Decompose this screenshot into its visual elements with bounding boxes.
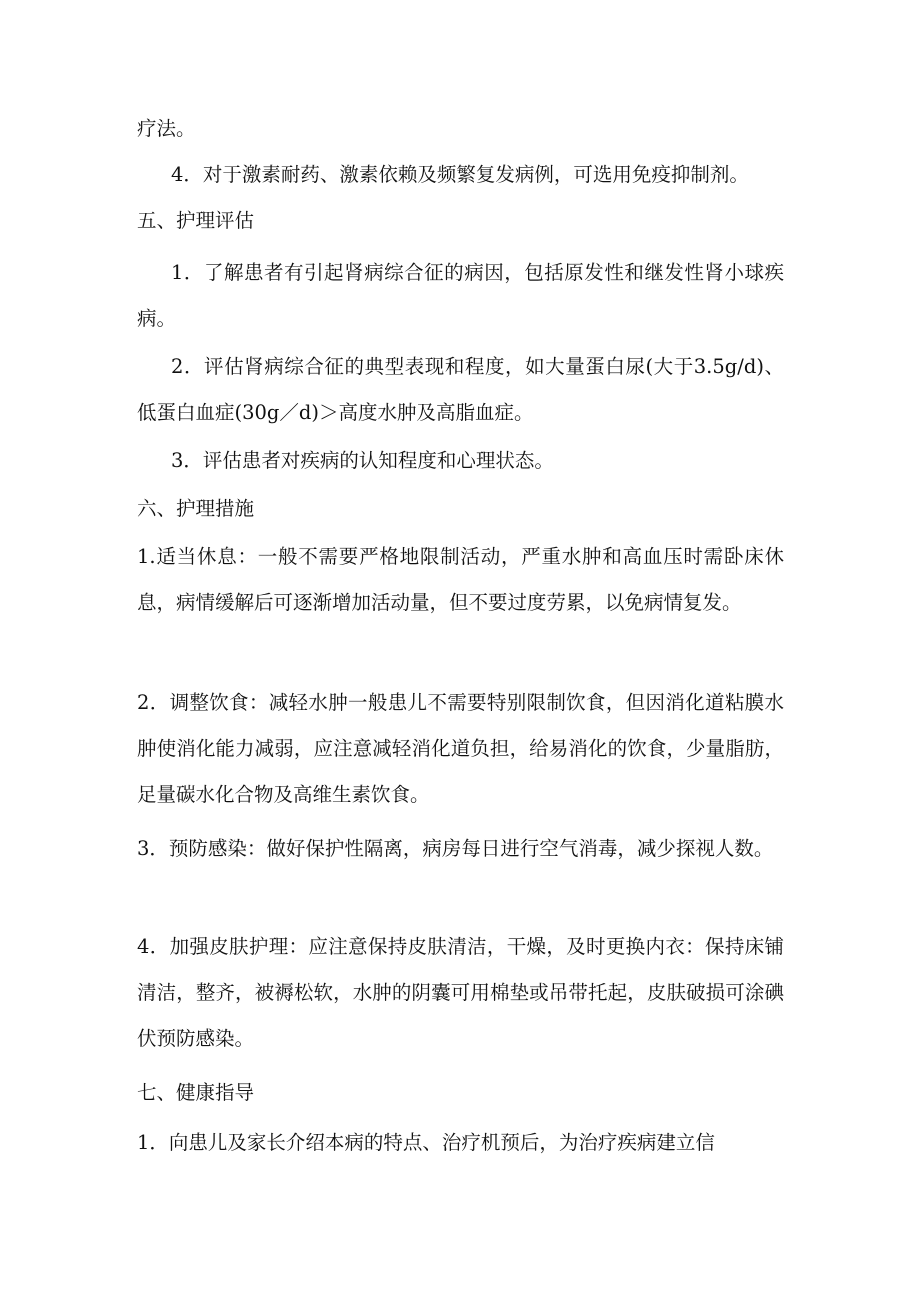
section-heading-nursing-measures: 六、护理措施: [137, 497, 255, 520]
paragraph-assessment-3: 3．评估患者对疾病的认知程度和心理状态。: [171, 449, 554, 472]
paragraph-immunosuppressant: 4．对于激素耐药、激素依赖及频繁复发病例，可选用免疫抑制剂。: [171, 163, 749, 186]
paragraph-measure-skin: 4．加强皮肤护理：应注意保持皮肤清洁，干燥，及时更换内衣：保持床铺清洁，整齐，被褥松软，水肿的阴囊可用棉垫或吊带托起，皮肤破损可涂碘伏预防感染。: [137, 935, 784, 1050]
paragraph-measure-infection: 3．预防感染：做好保护性隔离，病房每日进行空气消毒，减少探视人数。: [137, 837, 774, 860]
paragraph-measure-rest: 1.适当休息：一般不需要严格地限制活动，严重水肿和高血压时需卧床休息，病情缓解后可逐渐增加活动量，但不要过度劳累，以免病情复发。: [137, 545, 784, 614]
section-heading-health-guidance: 七、健康指导: [137, 1081, 255, 1104]
paragraph-assessment-2: 2．评估肾病综合征的典型表现和程度，如大量蛋白尿(大于3.5g/d)、低蛋白血症(30g／d)＞高度水肿及高脂血症。: [137, 355, 784, 424]
paragraph-measure-diet: 2．调整饮食：减轻水肿一般患儿不需要特别限制饮食，但因消化道粘膜水肿使消化能力减弱，应注意减轻消化道负担，给易消化的饮食，少量脂肪，足量碳水化合物及高维生素饮食。: [137, 691, 784, 806]
paragraph-assessment-1: 1．了解患者有引起肾病综合征的病因，包括原发性和继发性肾小球疾病。: [137, 261, 784, 330]
paragraph-continuation: 疗法。: [137, 117, 196, 140]
section-heading-nursing-assessment: 五、护理评估: [137, 209, 255, 232]
paragraph-guidance-1: 1．向患儿及家长介绍本病的特点、治疗机预后，为治疗疾病建立信: [137, 1131, 715, 1154]
